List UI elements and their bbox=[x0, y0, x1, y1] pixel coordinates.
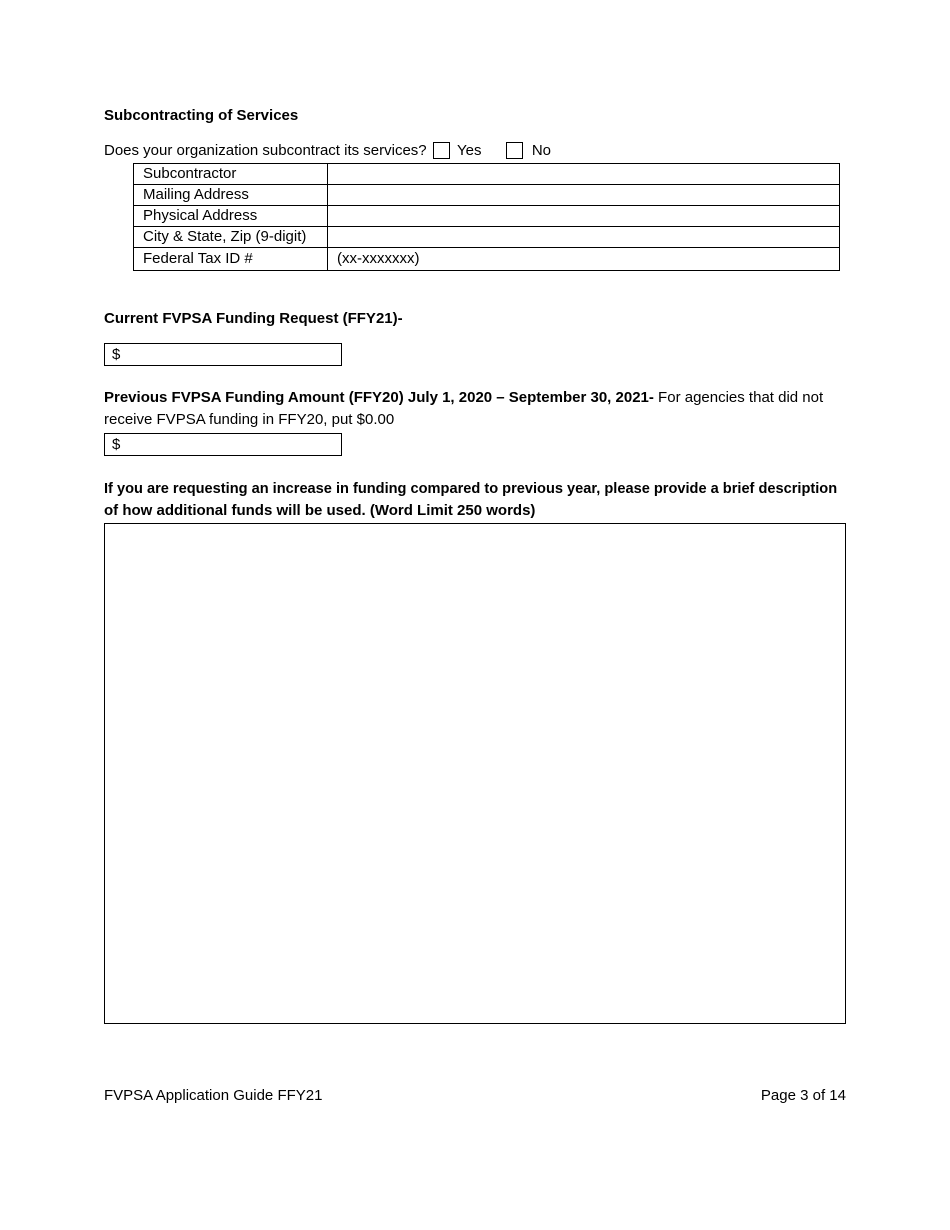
previous-amount-line-2: receive FVPSA funding in FFY20, put $0.00 bbox=[104, 411, 395, 428]
previous-amount-heading: Previous FVPSA Funding Amount (FFY20) July 1, 2020 – September 30, 2021- bbox=[104, 389, 654, 406]
previous-amount-note: For agencies that did not bbox=[653, 389, 824, 406]
previous-amount-field[interactable] bbox=[104, 433, 342, 456]
physical-address-field[interactable] bbox=[328, 206, 840, 227]
currency-symbol: $ bbox=[112, 346, 121, 363]
previous-amount-line-1 bbox=[104, 388, 823, 408]
current-request-amount-field[interactable] bbox=[104, 343, 342, 366]
table-row bbox=[134, 248, 840, 271]
mailing-address-label: Mailing Address bbox=[134, 185, 328, 206]
subcontractor-table bbox=[133, 163, 840, 271]
subcontracting-heading: Subcontracting of Services bbox=[104, 107, 299, 124]
table-row bbox=[134, 185, 840, 206]
yes-label: Yes bbox=[457, 142, 482, 159]
subcontract-question: Does your organization subcontract its services? bbox=[104, 142, 427, 159]
subcontractor-field[interactable] bbox=[328, 164, 840, 185]
no-label: No bbox=[531, 142, 552, 159]
subcontractor-label: Subcontractor bbox=[134, 164, 328, 185]
table-row bbox=[134, 206, 840, 227]
yes-checkbox[interactable] bbox=[433, 142, 450, 159]
federal-tax-id-label: Federal Tax ID # bbox=[134, 248, 328, 271]
page-number: Page 3 of 14 bbox=[760, 1087, 846, 1104]
table-row bbox=[134, 164, 840, 185]
table-row bbox=[134, 227, 840, 248]
federal-tax-id-field[interactable]: (xx-xxxxxxx) bbox=[328, 248, 840, 271]
no-checkbox[interactable] bbox=[506, 142, 523, 159]
mailing-address-field[interactable] bbox=[328, 185, 840, 206]
increase-question-line-2: of how additional funds will be used. (Word Limit 250 words) bbox=[104, 502, 536, 519]
footer-left: FVPSA Application Guide FFY21 bbox=[104, 1087, 323, 1104]
city-state-zip-label: City & State, Zip (9-digit) bbox=[134, 227, 328, 248]
current-request-heading: Current FVPSA Funding Request (FFY21)- bbox=[104, 310, 403, 327]
physical-address-label: Physical Address bbox=[134, 206, 328, 227]
city-state-zip-field[interactable] bbox=[328, 227, 840, 248]
increase-description-textarea[interactable] bbox=[104, 523, 846, 1024]
increase-question-line-1: If you are requesting an increase in funding compared to previous year, please provide a brief description bbox=[104, 481, 838, 497]
subcontract-question-row bbox=[104, 141, 551, 161]
currency-symbol: $ bbox=[112, 436, 121, 453]
